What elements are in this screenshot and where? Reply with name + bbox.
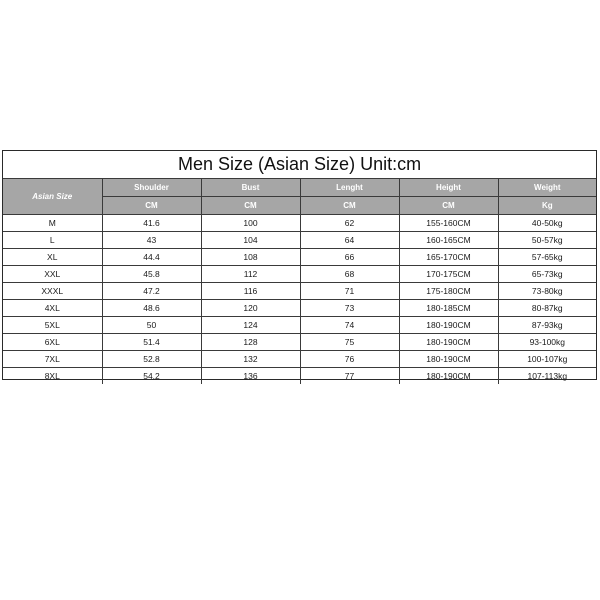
height-cell: 165-170CM [399, 249, 498, 266]
size-cell: XXXL [3, 283, 102, 300]
bust-cell: 128 [201, 334, 300, 351]
column-header-weight: Weight [498, 179, 596, 197]
unit-shoulder: CM [102, 197, 201, 215]
table-row [3, 334, 596, 351]
weight-cell: 107-113kg [498, 368, 596, 385]
column-header-height: Height [399, 179, 498, 197]
table-row [3, 300, 596, 317]
size-cell: 4XL [3, 300, 102, 317]
height-cell: 160-165CM [399, 232, 498, 249]
height-cell: 170-175CM [399, 266, 498, 283]
size-cell: 7XL [3, 351, 102, 368]
length-cell: 75 [300, 334, 399, 351]
bust-cell: 132 [201, 351, 300, 368]
height-cell: 180-190CM [399, 351, 498, 368]
bust-cell: 124 [201, 317, 300, 334]
weight-cell: 100-107kg [498, 351, 596, 368]
table-row [3, 249, 596, 266]
size-cell: 8XL [3, 368, 102, 385]
size-cell: 5XL [3, 317, 102, 334]
bust-cell: 120 [201, 300, 300, 317]
height-cell: 180-190CM [399, 334, 498, 351]
weight-cell: 57-65kg [498, 249, 596, 266]
length-cell: 77 [300, 368, 399, 385]
height-cell: 155-160CM [399, 215, 498, 232]
bust-cell: 100 [201, 215, 300, 232]
height-cell: 180-185CM [399, 300, 498, 317]
height-cell: 180-190CM [399, 317, 498, 334]
unit-length: CM [300, 197, 399, 215]
shoulder-cell: 44.4 [102, 249, 201, 266]
bust-cell: 104 [201, 232, 300, 249]
unit-bust: CM [201, 197, 300, 215]
column-header-length: Lenght [300, 179, 399, 197]
length-cell: 62 [300, 215, 399, 232]
table-row [3, 232, 596, 249]
shoulder-cell: 47.2 [102, 283, 201, 300]
bust-cell: 112 [201, 266, 300, 283]
length-cell: 73 [300, 300, 399, 317]
table-row [3, 283, 596, 300]
size-cell: L [3, 232, 102, 249]
title-row [3, 151, 596, 179]
shoulder-cell: 52.8 [102, 351, 201, 368]
length-cell: 64 [300, 232, 399, 249]
shoulder-cell: 43 [102, 232, 201, 249]
table-row [3, 266, 596, 283]
weight-cell: 87-93kg [498, 317, 596, 334]
size-cell: XL [3, 249, 102, 266]
column-header-bust: Bust [201, 179, 300, 197]
table-row [3, 317, 596, 334]
table-row [3, 351, 596, 368]
column-header-shoulder: Shoulder [102, 179, 201, 197]
table-row [3, 215, 596, 232]
weight-cell: 80-87kg [498, 300, 596, 317]
asian-size-header: Asian Size [3, 179, 102, 215]
length-cell: 68 [300, 266, 399, 283]
size-cell: XXL [3, 266, 102, 283]
bust-cell: 116 [201, 283, 300, 300]
length-cell: 74 [300, 317, 399, 334]
size-chart [2, 150, 597, 380]
size-table-body [3, 151, 596, 384]
height-cell: 180-190CM [399, 368, 498, 385]
height-cell: 175-180CM [399, 283, 498, 300]
shoulder-cell: 50 [102, 317, 201, 334]
shoulder-cell: 41.6 [102, 215, 201, 232]
size-cell: 6XL [3, 334, 102, 351]
length-cell: 71 [300, 283, 399, 300]
size-cell: M [3, 215, 102, 232]
length-cell: 66 [300, 249, 399, 266]
shoulder-cell: 51.4 [102, 334, 201, 351]
weight-cell: 40-50kg [498, 215, 596, 232]
bust-cell: 136 [201, 368, 300, 385]
length-cell: 76 [300, 351, 399, 368]
weight-cell: 65-73kg [498, 266, 596, 283]
header-row [3, 179, 596, 197]
shoulder-cell: 45.8 [102, 266, 201, 283]
size-table [3, 151, 596, 384]
unit-weight: Kg [498, 197, 596, 215]
shoulder-cell: 48.6 [102, 300, 201, 317]
table-title: Men Size (Asian Size) Unit:cm [3, 151, 596, 179]
table-row [3, 368, 596, 385]
weight-cell: 50-57kg [498, 232, 596, 249]
unit-height: CM [399, 197, 498, 215]
weight-cell: 93-100kg [498, 334, 596, 351]
weight-cell: 73-80kg [498, 283, 596, 300]
bust-cell: 108 [201, 249, 300, 266]
shoulder-cell: 54.2 [102, 368, 201, 385]
